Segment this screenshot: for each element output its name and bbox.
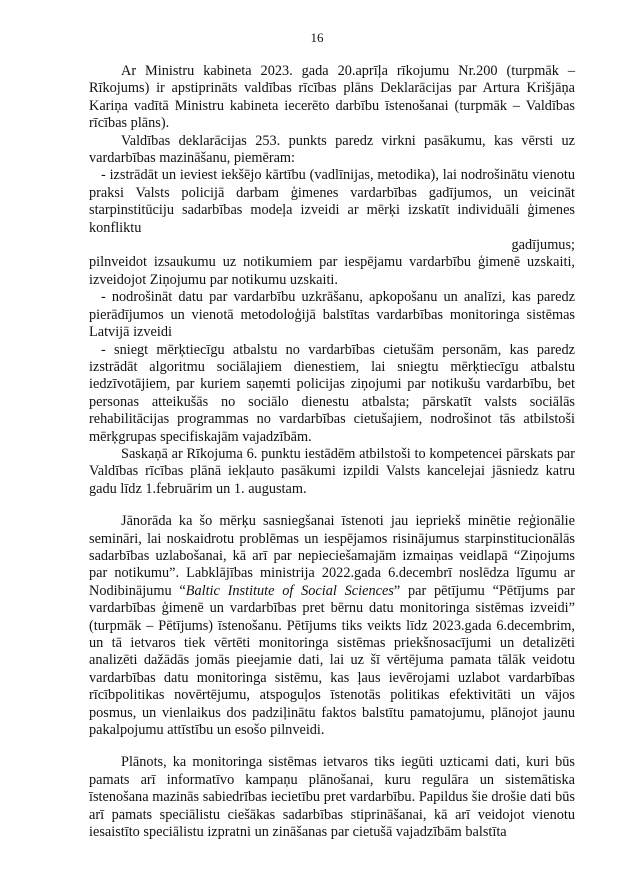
list-item-continuation: pilnveidot izsaukumu uz notikumiem par iespējamu vardarbību ģimenē uzskaiti, izveidojot Ziņojumu par notikumu uzskaiti. [89,254,575,288]
paragraph-monitorings: Plānots, ka monitoringa sistēmas ietvaros tiks iegūti uzticami dati, kuri būs pamats arī informatīvo kampaņu plānošanai, kuru regulāra un sistemātiska īstenošana mazinās sabiedrības iecietību pret vardarbību. Papildus šie drošie dati būs arī pamats speciālistu ciešākas sadarbības stiprināšanai, kā arī veidojot vienotu iesaistīto speciālistu izpratni un zināšanas par cietušā vajadzībām balstīta [89,754,575,841]
list-item-ieksejo-kartibu [89,167,575,237]
list-item-continuation-tail: gadījumus; [511,237,575,254]
list-item-datu-uzkrasana: - nodrošināt datu par vardarbību uzkrāšanu, apkopošanu un analīzi, kas paredz pierādījumos un vienotā metodoloģijā balstītas vardarbības monitoringa sistēmas Latvijā izveidi [89,289,575,341]
document-body [89,63,575,841]
paragraph-parskats: Saskaņā ar Rīkojuma 6. punktu iestādēm atbilstoši to kompetencei pārskats par Valdības rīcības plānā iekļauto pasākumi izpildi Valsts kancelejai jāsniedz katru gadu līdz 1.februārim un 1. augustam. [89,445,575,497]
institute-name: Baltic Institute of Social Sciences [185,582,394,599]
list-item-atbalsts: - sniegt mērķtiecīgu atbalstu no vardarbības cietušām personām, kas paredz izstrādāt algoritmu sociālajiem dienestiem, lai sniegtu mērķtiecīgu atbalstu iedzīvotājiem, par kuriem saņemti policijas ziņojumi par notikušu vardarbību, bet personas atteikušās no sociālo dienestu atbalsta; pārskatīt valsts sociālās rehabilitācijas programmas no vardarbības cietušajiem, nodrošinot tās atbilstoši mērķgrupas specifiskajām vajadzībām. [89,341,575,445]
paragraph-rikojums: Ar Ministru kabineta 2023. gada 20.aprīļa rīkojumu Nr.200 (turpmāk – Rīkojums) ir apstiprināts valdības rīcības plāns Deklarācijas par Artura Krišjāņa Kariņa vadītā Ministru kabineta iecerēto darbību īstenošanai (turpmāk – Valdības rīcības plāns). [89,63,575,132]
paragraph-seminari-part-b: ” par pētījumu “Pētījums par vardarbības ģimenē un vardarbības pret bērnu datu monitoringa sistēmas izveidi” (turpmāk – Pētījums) īstenošanu. Pētījums tiks veikts līdz 2023.gada 6.decembrim, un tā ietvaros tiek vērtēti monitoringa sistēmas priekšnosacījumi un detalizēti analizēti dažādās jomās pieejamie dati, lai uz šī vērtējuma pamata tālāk veidotu vardarbības datu monitoringa sistēmu, kas ļaus ievērojami uzlabot vardarbības rīcībpolitikas novērtējumu, atspoguļos īstenotās politikas efektivitāti un vājos posmus, un vienlaikus dos padziļinātu faktos balstītu pamatojumu, plānojot jaunu pakalpojumu attīstību un esošo pilnveidi. [89,582,575,739]
paragraph-seminari [89,513,575,739]
list-item-text: - izstrādāt un ieviest iekšējo kārtību (vadlīnijas, metodika), lai nodrošinātu vienotu praksi Valsts policijā darbam ģimenes vardarbības gadījumos, un veicināt starpinstitūciju sadarbības modeļa izveidi ar mērķi izskatīt individuāli ģimenes konfliktu [89,167,575,236]
page-number: 16 [310,30,324,45]
paragraph-seminari-part-a: Jānorāda ka šo mērķu sasniegšanai īstenoti jau iepriekš minētie reģionālie semināri, lai noskaidrotu problēmas un iespējamos risinājumus starpinstitucionālās sadarbības uzlabošanai, kā arī par nepieciešamajām izmaiņas veidlapā “Ziņojums par notikumu”. Labklājības ministrija 2022.gada 6.decembrī noslēdza līgumu ar Nodibinājumu “ [89,513,575,599]
paragraph-deklaracija: Valdības deklarācijas 253. punkts paredz virkni pasākumu, kas vērsti uz vardarbības mazināšanu, piemēram: [89,132,575,167]
